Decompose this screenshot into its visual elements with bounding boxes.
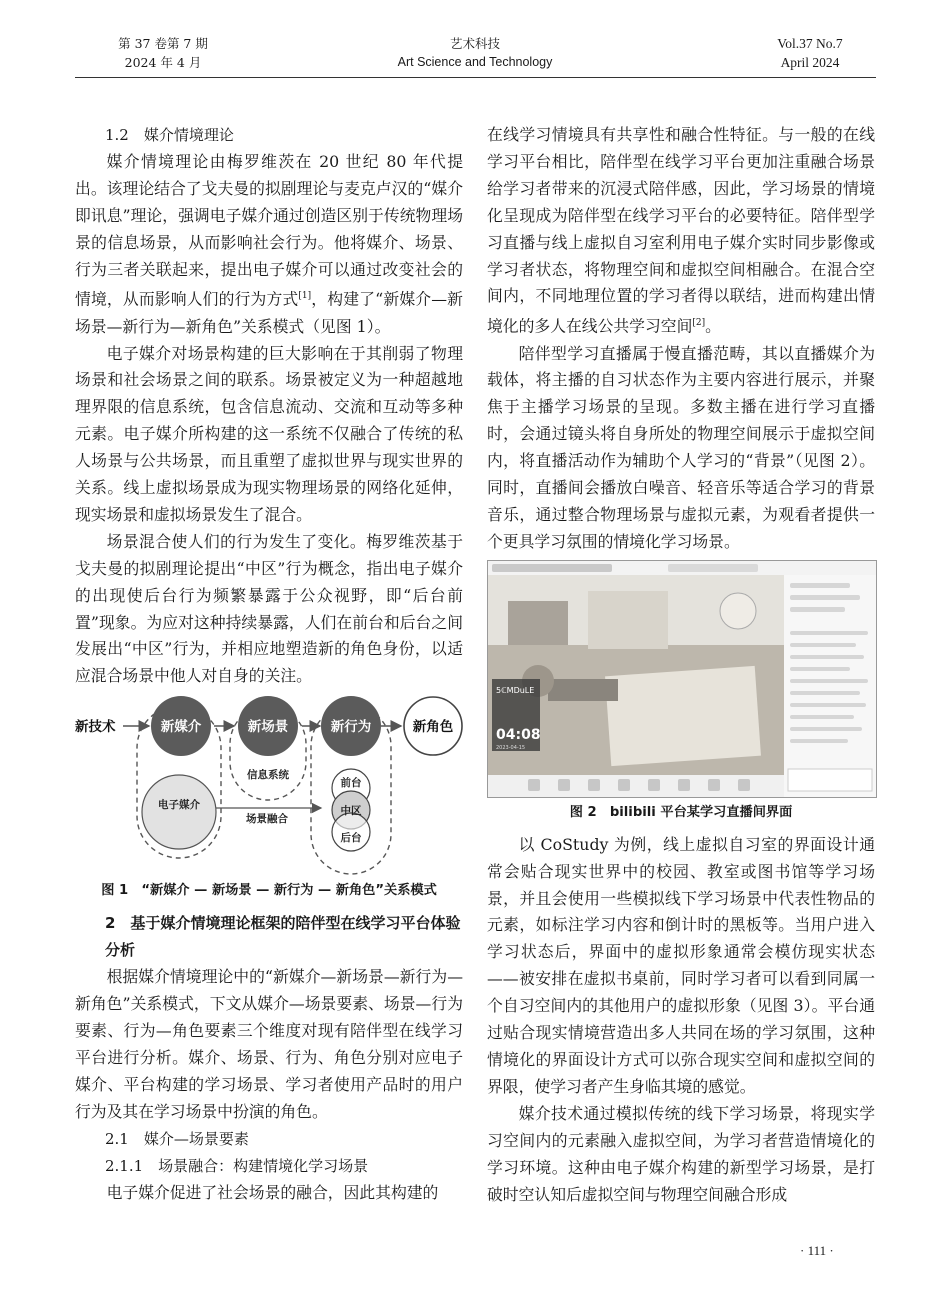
page-number: · 111 ·	[800, 1243, 834, 1258]
paragraph: 陪伴型学习直播属于慢直播范畴，其以直播媒介为载体，将主播的自习状态作为主要内容进行展示，并聚焦于主播学习场景的呈现。多数主播在进行学习直播时，会通过镜头将自身所处的物理空间展示于虚拟空间内，将直播活动作为辅助个人学习的“背景”（见图 2）。同时，直播间会播放白噪音、轻音乐等适合学习的背景音乐，通过整合物理场景与虚拟元素，为观看者提供一个更具学习氛围的情境化学习场景。	[487, 343, 875, 551]
issue-date: 2024 年 4 月	[124, 55, 202, 70]
figure-1-caption: 图 1 “新媒介 — 新场景 — 新行为 — 新角色”关系模式	[101, 883, 437, 899]
journal-title-cn: 艺术科技	[449, 36, 500, 51]
volume-issue: 第 37 卷第 7 期	[118, 36, 208, 51]
paragraph: 根据媒介情境理论中的“新媒介—新场景—新行为—新角色”关系模式，下文从媒介—场景要素、场景—行为要素、行为—角色要素三个维度对现有陪伴型在线学习平台进行分析。媒介、场景、行为、角色分别对应电子媒介、平台构建的学习场景、学习者使用产品时的用户行为及其在学习场景中扮演的角色。	[75, 967, 463, 1121]
journal-volume-header	[108, 34, 218, 72]
figure-2-caption: 图 2 bilibili 平台某学习直播间界面	[569, 804, 793, 820]
figure-2-screenshot	[487, 560, 877, 798]
paragraph: 电子媒介对场景构建的巨大影响在于其削弱了物理场景和社会场景之间的联系。场景被定义为一种超越地理界限的信息系统，包含信息流动、交流和互动等多种元素。电子媒介所构建的这一系统不仅融合了传统的私人场景与公共场景，而且重塑了虚拟世界与现实世界的关系。线上虚拟场景成为现实物理场景的网络化延伸，现实场景和虚拟场景发生了混合。	[75, 343, 463, 524]
svg-text:新媒介: 新媒介	[160, 719, 202, 736]
citation: [2]	[692, 318, 706, 329]
journal-volume-header-en	[755, 34, 865, 72]
citation: [1]	[298, 291, 312, 302]
section-2-title: 2 基于媒介情境理论框架的陪伴型在线学习平台体验分析	[105, 914, 461, 960]
svg-text:前台: 前台	[340, 777, 362, 790]
paragraph: 以 CoStudy 为例，线上虚拟自习室的界面设计通常会贴合现实世界中的校园、教室或图书馆等学习场景，并且会使用一些模拟线下学习场景中代表性物品的元素，如标注学习内容和倒计时的黑板等。当用户进入学习状态后，界面中的虚拟形象通常会模仿现实状态——被安排在虚拟书桌前，同时学习者可以看到同属一个自习空间内的其他用户的虚拟形象（见图 3）。平台通过贴合现实情境营造出多人共同在场的学习氛围，这种情境化的界面设计方式可以弥合现实空间和虚拟空间的界限，使学习者产生身临其境的感觉。	[487, 834, 875, 1096]
timer-date: 2023-04-15	[496, 744, 526, 751]
node-e-media	[142, 775, 216, 849]
paragraph: 电子媒介促进了社会场景的融合，因此其构建的	[106, 1182, 439, 1202]
paragraph: 媒介情境理论由梅罗维茨在 20 世纪 80 年代提出。该理论结合了戈夫曼的拟剧理论与麦克卢汉的“媒介即讯息”理论，强调电子媒介通过创造区别于传统物理场景的信息场景，从而影响社会行为。他将媒介、场景、行为三者关联起来，提出电子媒介可以通过改变社会的情境，从而影响人们的行为方式[1]，构建了“新媒介—新场景—新行为—新角色”关系模式（见图 1）。	[75, 151, 463, 336]
paragraph: 媒介技术通过模拟传统的线下学习场景，将现实学习空间内的元素融入虚拟空间，为学习者营造情境化的学习环境。这种由电子媒介构建的新型学习场景，是打破时空认知后虚拟空间与物理空间融合形成	[487, 1103, 875, 1204]
section-2-1-1-title: 2.1.1 场景融合：构建情境化学习场景	[105, 1156, 369, 1175]
issue-date-en: April 2024	[780, 55, 840, 70]
section-2-1-title: 2.1 媒介—场景要素	[105, 1129, 249, 1148]
live-stream-screenshot-image	[488, 561, 876, 797]
svg-text:新场景: 新场景	[247, 719, 289, 736]
svg-text:中区: 中区	[340, 805, 362, 818]
figure-1-diagram	[75, 696, 463, 876]
paragraph: 场景混合使人们的行为发生了变化。梅罗维茨基于戈夫曼的拟剧理论提出“中区”行为概念，指出电子媒介的出现使后台行为频繁暴露于公众视野，即“后台前置”现象。为应对这种持续暴露，人们在前台和后台之间发展出“中区”行为，并相应地塑造新的角色身份，以适应混合场景中他人对自身的关注。	[75, 531, 463, 686]
left-column	[75, 122, 463, 1206]
header-rule	[75, 77, 876, 78]
svg-text:后台: 后台	[340, 832, 362, 845]
paragraph: 在线学习情境具有共享性和融合性特征。与一般的在线学习平台相比，陪伴型在线学习平台更加注重融合场景给学习者带来的沉浸式陪伴感，因此，学习场景的情境化呈现成为陪伴型在线学习平台的必要特征。陪伴型学习直播与线上虚拟自习室利用电子媒介实时同步影像或学习者状态，将物理空间和虚拟空间相融合。在混合空间内，不同地理位置的学习者得以联结，进而构建出情境化的多人在线公共学习空间[2]。	[487, 125, 875, 336]
svg-text:电子媒介: 电子媒介	[158, 799, 200, 812]
right-column	[487, 122, 875, 1208]
label-info-system: 信息系统	[247, 769, 289, 782]
label-scene-fusion: 场景融合	[246, 813, 288, 826]
timer-readout: 04:08	[496, 726, 541, 743]
svg-text:新角色: 新角色	[412, 719, 454, 736]
section-1-2-title: 1.2 媒介情境理论	[105, 126, 234, 144]
journal-title-en: Art Science and Technology	[397, 55, 553, 69]
svg-text:新行为: 新行为	[330, 719, 372, 736]
schedule-label: 5ℂMDuLE	[496, 685, 535, 695]
journal-title-header	[375, 34, 575, 72]
label-new-tech: 新技术	[75, 719, 116, 736]
volume-issue-en: Vol.37 No.7	[777, 36, 843, 51]
